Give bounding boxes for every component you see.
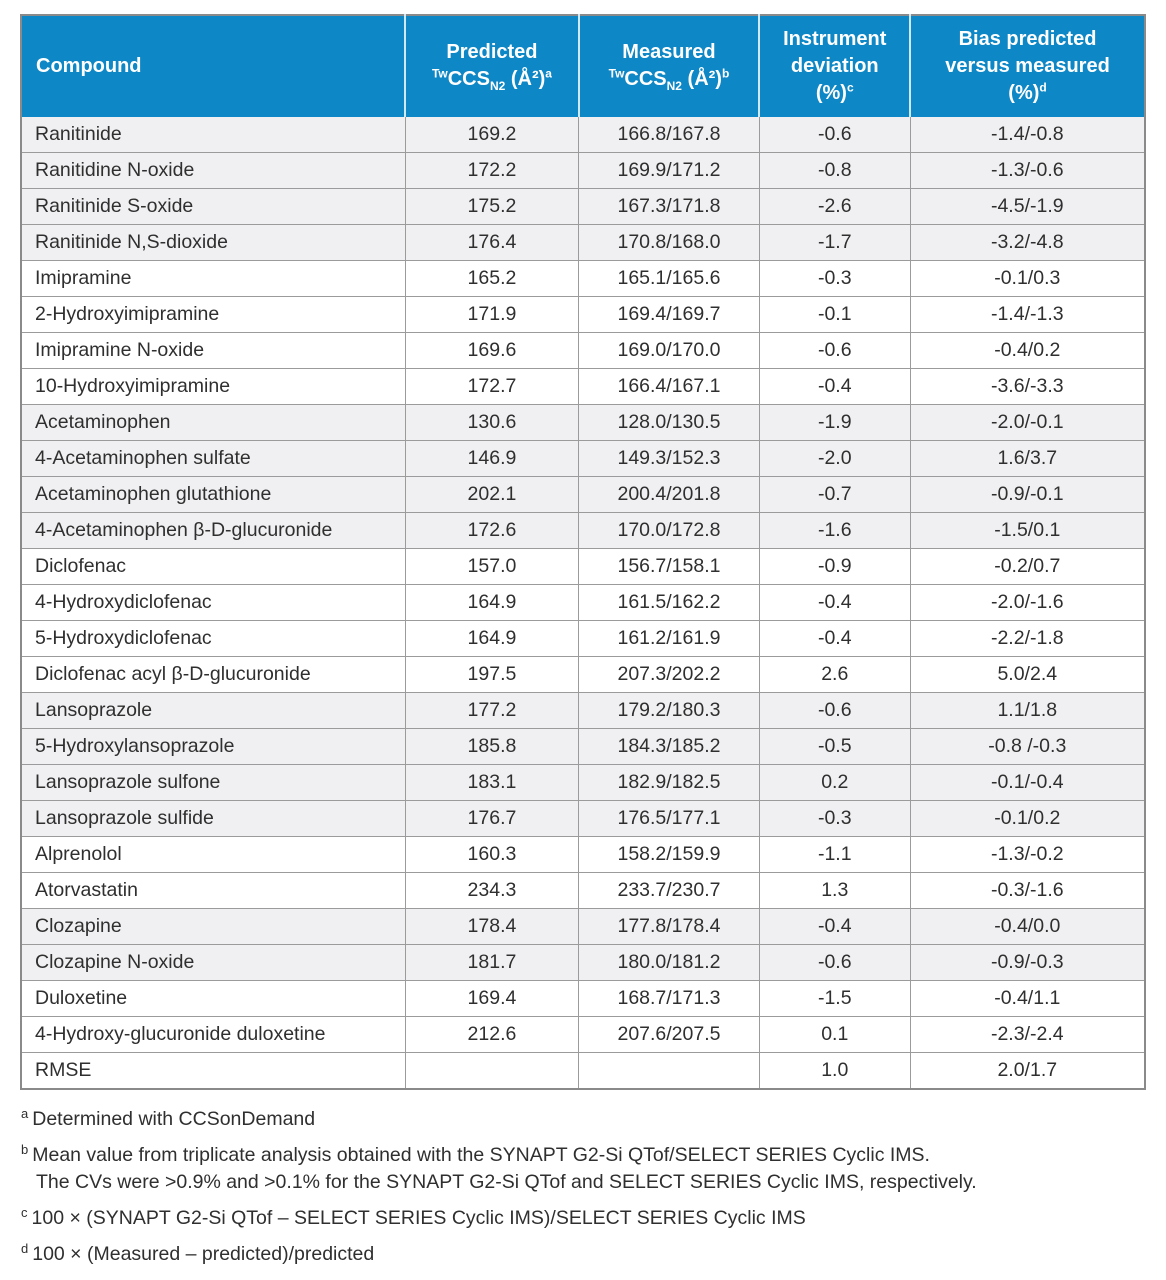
- cell-measured: 200.4/201.8: [579, 477, 760, 513]
- cell-measured: 168.7/171.3: [579, 981, 760, 1017]
- table-row: [21, 1053, 1145, 1090]
- table-row: [21, 801, 1145, 837]
- cell-predicted: 183.1: [405, 765, 578, 801]
- percent-unit: (%): [815, 81, 847, 104]
- cell-predicted: 172.7: [405, 369, 578, 405]
- cell-deviation: 1.3: [759, 873, 910, 909]
- footnotes-section: [20, 1090, 1146, 1268]
- cell-deviation: -0.3: [759, 801, 910, 837]
- cell-measured: 170.8/168.0: [579, 225, 760, 261]
- col-header-instrument-deviation: [759, 15, 910, 117]
- table-row: [21, 261, 1145, 297]
- cell-compound: Alprenolol: [21, 837, 405, 873]
- cell-bias: -2.0/-0.1: [910, 405, 1145, 441]
- footnote-a: [21, 1106, 1146, 1133]
- cell-bias: 5.0/2.4: [910, 657, 1145, 693]
- cell-measured: 207.3/202.2: [579, 657, 760, 693]
- col-header-measured-formula: [588, 66, 751, 93]
- col-header-compound: [21, 15, 405, 117]
- cell-predicted: 172.6: [405, 513, 578, 549]
- table-row: [21, 477, 1145, 513]
- cell-compound: Acetaminophen: [21, 405, 405, 441]
- col-header-bias-line2: versus measured: [945, 54, 1110, 77]
- cell-bias: 1.6/3.7: [910, 441, 1145, 477]
- cell-bias: 2.0/1.7: [910, 1053, 1145, 1090]
- cell-compound: RMSE: [21, 1053, 405, 1090]
- cell-measured: 179.2/180.3: [579, 693, 760, 729]
- cell-bias: -0.4/1.1: [910, 981, 1145, 1017]
- col-header-compound-label: Compound: [36, 54, 142, 77]
- cell-predicted: 171.9: [405, 297, 578, 333]
- footnote-c-marker: c: [21, 1204, 28, 1220]
- footnote-b-text-continued: The CVs were >0.9% and >0.1% for the SYNAPT G2-Si QTof and SELECT SERIES Cyclic IMS, respectively.: [36, 1171, 977, 1193]
- cell-deviation: -0.6: [759, 693, 910, 729]
- cell-predicted: 185.8: [405, 729, 578, 765]
- footnote-b-text: Mean value from triplicate analysis obtained with the SYNAPT G2-Si QTof/SELECT SERIES Cyclic IMS.: [32, 1144, 930, 1166]
- cell-deviation: -2.0: [759, 441, 910, 477]
- table-row: [21, 837, 1145, 873]
- header-row: [21, 15, 1145, 117]
- cell-bias: -1.5/0.1: [910, 513, 1145, 549]
- footnote-ref-a: a: [545, 66, 552, 81]
- cell-bias: -1.4/-1.3: [910, 297, 1145, 333]
- cell-predicted: 176.4: [405, 225, 578, 261]
- cell-measured: 158.2/159.9: [579, 837, 760, 873]
- cell-measured: 169.4/169.7: [579, 297, 760, 333]
- cell-deviation: -0.4: [759, 585, 910, 621]
- cell-compound: 2-Hydroxyimipramine: [21, 297, 405, 333]
- cell-deviation: -1.9: [759, 405, 910, 441]
- cell-deviation: -0.9: [759, 549, 910, 585]
- cell-compound: Ranitidine N-oxide: [21, 153, 405, 189]
- footnote-ref-b: b: [721, 66, 730, 81]
- cell-measured: [579, 1053, 760, 1090]
- table-row: [21, 549, 1145, 585]
- cell-deviation: -0.6: [759, 333, 910, 369]
- cell-measured: 182.9/182.5: [579, 765, 760, 801]
- cell-deviation: -1.5: [759, 981, 910, 1017]
- cell-bias: -0.2/0.7: [910, 549, 1145, 585]
- table-row: [21, 369, 1145, 405]
- cell-compound: Imipramine N-oxide: [21, 333, 405, 369]
- cell-compound: Acetaminophen glutathione: [21, 477, 405, 513]
- cell-predicted: 181.7: [405, 945, 578, 981]
- cell-measured: 161.2/161.9: [579, 621, 760, 657]
- col-header-bias-unit-line: [919, 80, 1136, 107]
- cell-measured: 166.8/167.8: [579, 117, 760, 153]
- cell-predicted: 157.0: [405, 549, 578, 585]
- table-row: [21, 981, 1145, 1017]
- cell-bias: -0.1/0.2: [910, 801, 1145, 837]
- table-row: [21, 729, 1145, 765]
- cell-compound: Diclofenac acyl β-D-glucuronide: [21, 657, 405, 693]
- cell-bias: -1.3/-0.2: [910, 837, 1145, 873]
- cell-deviation: 2.6: [759, 657, 910, 693]
- cell-bias: 1.1/1.8: [910, 693, 1145, 729]
- cell-compound: 4-Acetaminophen sulfate: [21, 441, 405, 477]
- table-row: [21, 873, 1145, 909]
- cell-measured: 184.3/185.2: [579, 729, 760, 765]
- table-row: [21, 297, 1145, 333]
- cell-predicted: 169.4: [405, 981, 578, 1017]
- cell-bias: -1.4/-0.8: [910, 117, 1145, 153]
- table-row: [21, 441, 1145, 477]
- cell-compound: Diclofenac: [21, 549, 405, 585]
- cell-measured: 165.1/165.6: [579, 261, 760, 297]
- col-header-predicted-formula: [414, 66, 569, 93]
- cell-compound: 5-Hydroxydiclofenac: [21, 621, 405, 657]
- cell-deviation: 0.1: [759, 1017, 910, 1053]
- formula-unit: (Å²): [681, 68, 722, 90]
- cell-compound: Ranitinide N,S-dioxide: [21, 225, 405, 261]
- cell-predicted: 172.2: [405, 153, 578, 189]
- cell-compound: 4-Hydroxy-glucuronide duloxetine: [21, 1017, 405, 1053]
- cell-predicted: 169.6: [405, 333, 578, 369]
- cell-compound: Lansoprazole: [21, 693, 405, 729]
- table-row: [21, 693, 1145, 729]
- cell-deviation: -0.5: [759, 729, 910, 765]
- cell-measured: 156.7/158.1: [579, 549, 760, 585]
- footnote-a-text: Determined with CCSonDemand: [32, 1108, 316, 1130]
- cell-deviation: -0.4: [759, 909, 910, 945]
- cell-bias: -3.6/-3.3: [910, 369, 1145, 405]
- cell-predicted: 165.2: [405, 261, 578, 297]
- percent-unit: (%): [1008, 81, 1040, 104]
- cell-measured: 169.0/170.0: [579, 333, 760, 369]
- cell-bias: -2.3/-2.4: [910, 1017, 1145, 1053]
- footnote-d-text: 100 × (Measured – predicted)/predicted: [32, 1243, 375, 1265]
- cell-deviation: -0.6: [759, 117, 910, 153]
- cell-predicted: 197.5: [405, 657, 578, 693]
- col-header-deviation-unit-line: [768, 80, 901, 107]
- cell-predicted: 164.9: [405, 585, 578, 621]
- table-row: [21, 117, 1145, 153]
- cell-bias: -0.8 /-0.3: [910, 729, 1145, 765]
- cell-predicted: 177.2: [405, 693, 578, 729]
- cell-measured: 167.3/171.8: [579, 189, 760, 225]
- formula-sup-tw: Tw: [608, 66, 625, 81]
- cell-deviation: -2.6: [759, 189, 910, 225]
- cell-deviation: -0.6: [759, 945, 910, 981]
- cell-compound: Ranitinide S-oxide: [21, 189, 405, 225]
- cell-measured: 233.7/230.7: [579, 873, 760, 909]
- cell-compound: Clozapine N-oxide: [21, 945, 405, 981]
- table-row: [21, 189, 1145, 225]
- formula-sup-tw: Tw: [431, 66, 448, 81]
- cell-bias: -0.4/0.2: [910, 333, 1145, 369]
- table-row: [21, 153, 1145, 189]
- cell-measured: 161.5/162.2: [579, 585, 760, 621]
- cell-compound: Ranitinide: [21, 117, 405, 153]
- cell-measured: 176.5/177.1: [579, 801, 760, 837]
- footnote-c: [21, 1205, 1146, 1232]
- cell-predicted: 169.2: [405, 117, 578, 153]
- footnote-ref-d: d: [1039, 79, 1047, 94]
- formula-base: CCS: [447, 68, 490, 90]
- cell-deviation: -0.4: [759, 369, 910, 405]
- cell-predicted: [405, 1053, 578, 1090]
- cell-compound: Imipramine: [21, 261, 405, 297]
- cell-bias: -0.4/0.0: [910, 909, 1145, 945]
- cell-predicted: 160.3: [405, 837, 578, 873]
- footnote-a-marker: a: [21, 1105, 29, 1121]
- cell-measured: 180.0/181.2: [579, 945, 760, 981]
- cell-predicted: 178.4: [405, 909, 578, 945]
- table-row: [21, 1017, 1145, 1053]
- cell-compound: 10-Hydroxyimipramine: [21, 369, 405, 405]
- cell-predicted: 175.2: [405, 189, 578, 225]
- cell-deviation: -1.7: [759, 225, 910, 261]
- cell-predicted: 146.9: [405, 441, 578, 477]
- table-row: [21, 405, 1145, 441]
- cell-bias: -0.9/-0.3: [910, 945, 1145, 981]
- cell-measured: 177.8/178.4: [579, 909, 760, 945]
- cell-compound: Lansoprazole sulfone: [21, 765, 405, 801]
- cell-measured: 169.9/171.2: [579, 153, 760, 189]
- footnote-b-marker: b: [21, 1141, 29, 1157]
- cell-compound: Atorvastatin: [21, 873, 405, 909]
- formula-sub-n2: N2: [666, 79, 682, 93]
- cell-predicted: 176.7: [405, 801, 578, 837]
- cell-predicted: 202.1: [405, 477, 578, 513]
- cell-measured: 166.4/167.1: [579, 369, 760, 405]
- col-header-predicted-line1: Predicted: [446, 41, 538, 63]
- cell-compound: Clozapine: [21, 909, 405, 945]
- cell-predicted: 164.9: [405, 621, 578, 657]
- cell-deviation: 0.2: [759, 765, 910, 801]
- cell-bias: -0.9/-0.1: [910, 477, 1145, 513]
- cell-bias: -3.2/-4.8: [910, 225, 1145, 261]
- cell-measured: 149.3/152.3: [579, 441, 760, 477]
- cell-bias: -2.2/-1.8: [910, 621, 1145, 657]
- cell-measured: 128.0/130.5: [579, 405, 760, 441]
- cell-predicted: 130.6: [405, 405, 578, 441]
- cell-deviation: -0.8: [759, 153, 910, 189]
- table-row: [21, 513, 1145, 549]
- footnote-d-marker: d: [21, 1240, 29, 1256]
- cell-compound: Duloxetine: [21, 981, 405, 1017]
- col-header-bias-line1: Bias predicted: [958, 27, 1097, 50]
- formula-unit: (Å²): [505, 68, 546, 90]
- cell-deviation: 1.0: [759, 1053, 910, 1090]
- cell-deviation: -1.6: [759, 513, 910, 549]
- cell-measured: 207.6/207.5: [579, 1017, 760, 1053]
- cell-compound: 5-Hydroxylansoprazole: [21, 729, 405, 765]
- table-row: [21, 945, 1145, 981]
- col-header-measured-line1: Measured: [622, 41, 716, 63]
- cell-bias: -2.0/-1.6: [910, 585, 1145, 621]
- table-row: [21, 333, 1145, 369]
- cell-deviation: -1.1: [759, 837, 910, 873]
- col-header-measured-ccs: [579, 15, 760, 117]
- cell-deviation: -0.3: [759, 261, 910, 297]
- table-row: [21, 585, 1145, 621]
- table-row: [21, 657, 1145, 693]
- cell-bias: -4.5/-1.9: [910, 189, 1145, 225]
- ccs-comparison-table: [20, 14, 1146, 1090]
- cell-compound: Lansoprazole sulfide: [21, 801, 405, 837]
- formula-sub-n2: N2: [489, 79, 506, 93]
- col-header-deviation-line2: deviation: [790, 54, 879, 77]
- cell-bias: -1.3/-0.6: [910, 153, 1145, 189]
- table-row: [21, 909, 1145, 945]
- footnote-ref-c: c: [846, 79, 854, 94]
- table-row: [21, 621, 1145, 657]
- table-row: [21, 765, 1145, 801]
- cell-deviation: -0.1: [759, 297, 910, 333]
- cell-predicted: 234.3: [405, 873, 578, 909]
- cell-deviation: -0.7: [759, 477, 910, 513]
- footnote-c-text: 100 × (SYNAPT G2-Si QTof – SELECT SERIES Cyclic IMS)/SELECT SERIES Cyclic IMS: [31, 1207, 806, 1229]
- footnote-d: [21, 1241, 1146, 1268]
- cell-compound: 4-Acetaminophen β-D-glucuronide: [21, 513, 405, 549]
- col-header-deviation-line1: Instrument: [783, 27, 887, 50]
- table-row: [21, 225, 1145, 261]
- col-header-predicted-ccs: [405, 15, 578, 117]
- formula-base: CCS: [624, 68, 667, 90]
- cell-measured: 170.0/172.8: [579, 513, 760, 549]
- footnote-b: [21, 1142, 1146, 1196]
- cell-deviation: -0.4: [759, 621, 910, 657]
- col-header-bias: [910, 15, 1145, 117]
- cell-bias: -0.3/-1.6: [910, 873, 1145, 909]
- cell-bias: -0.1/0.3: [910, 261, 1145, 297]
- cell-compound: 4-Hydroxydiclofenac: [21, 585, 405, 621]
- cell-predicted: 212.6: [405, 1017, 578, 1053]
- cell-bias: -0.1/-0.4: [910, 765, 1145, 801]
